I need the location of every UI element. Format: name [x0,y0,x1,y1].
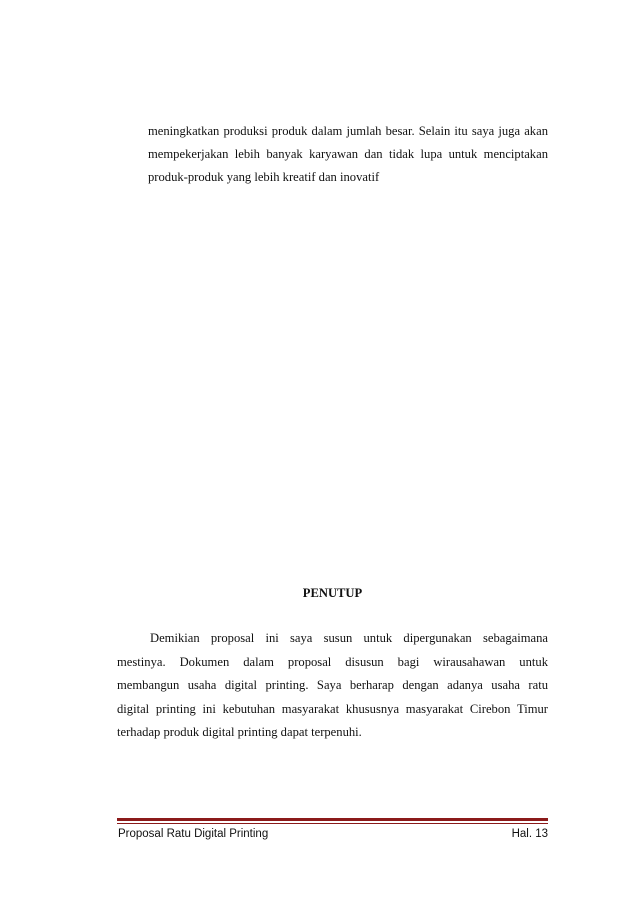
footer-document-title: Proposal Ratu Digital Printing [118,828,269,840]
paragraph-line: digital printing ini kebutuhan masyarakat khususnya masyarakat Cirebon Timur [117,701,548,716]
footer-rule [117,818,548,821]
paragraph-line: Demikian proposal ini saya susun untuk dipergunakan sebagaimana [150,631,548,645]
footer-rule-thin [117,823,548,824]
paragraph-line: mestinya. Dokumen dalam proposal disusun bagi wirausahawan untuk [117,654,548,669]
closing-paragraph [117,627,548,745]
paragraph-line: meningkatkan produksi produk dalam jumlah besar. Selain itu saya juga akan [148,124,548,138]
paragraph-line: mempekerjakan lebih banyak karyawan dan tidak lupa untuk menciptakan [148,147,548,161]
continuation-paragraph [148,120,548,189]
paragraph-line: terhadap produk digital printing dapat terpenuhi. [117,725,362,739]
footer-page-number: Hal. 13 [511,828,548,840]
paragraph-line: membangun usaha digital printing. Saya berharap dengan adanya usaha ratu [117,678,548,692]
section-heading: PENUTUP [302,586,363,600]
paragraph-line: produk-produk yang lebih kreatif dan inovatif [148,170,380,184]
